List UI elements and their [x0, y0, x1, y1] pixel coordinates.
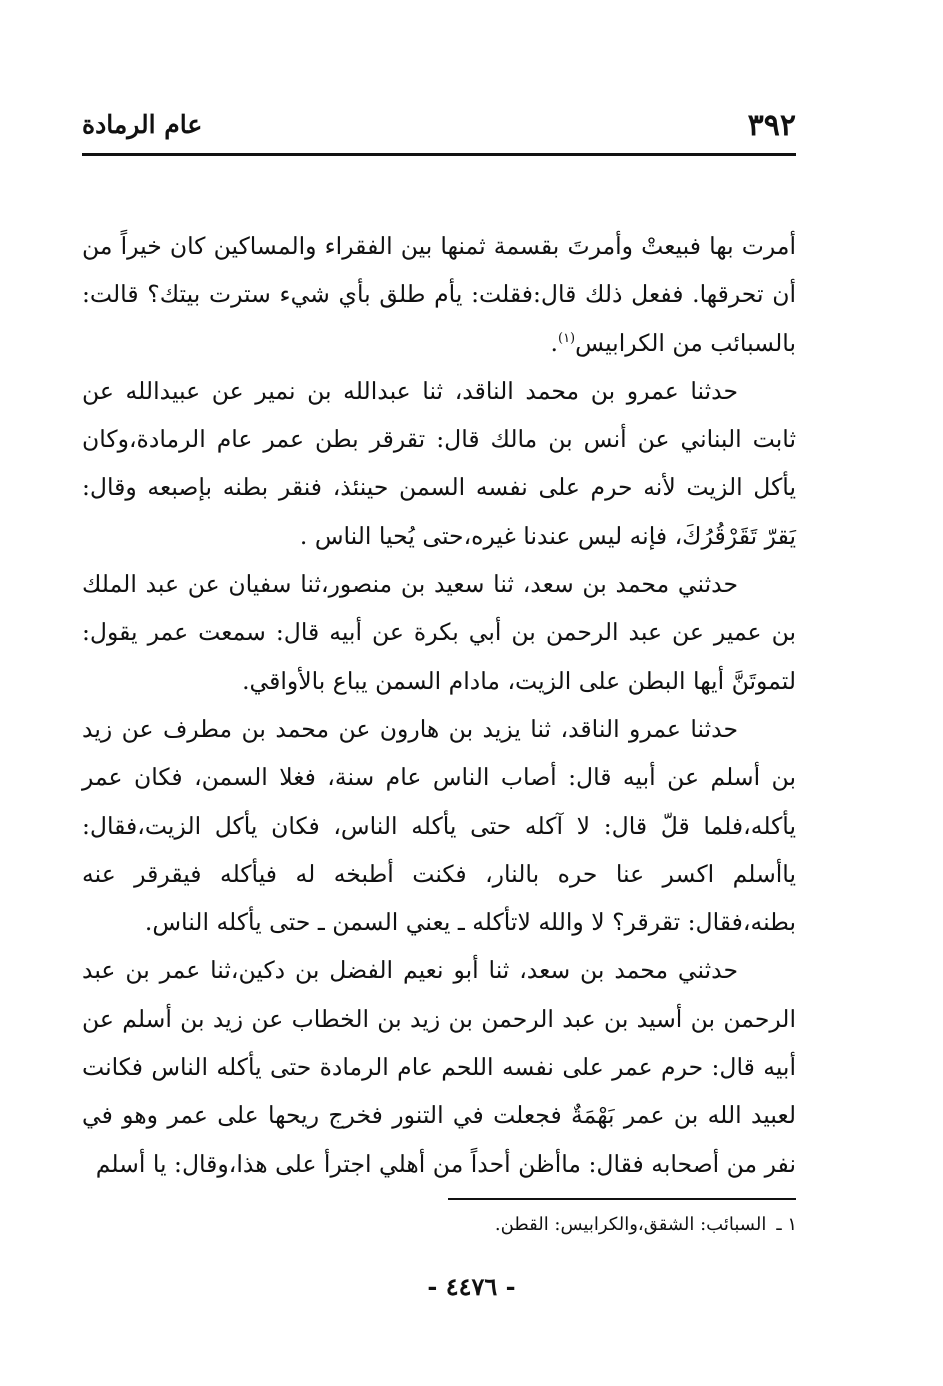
header-rule	[82, 153, 796, 156]
paragraph	[82, 222, 796, 367]
paragraph: حدثني محمد بن سعد، ثنا أبو نعيم الفضل بن دكين،ثنا عمر بن عبد الرحمن بن أسيد بن عبد الرحمن بن زيد بن الخطاب عن زيد بن أسلم عن أبيه قال: حرم عمر على نفسه اللحم عام الرمادة حتى يأكله الناس فكانت لعبيد الله بن عمر بَهْمَةٌ فجعلت في التنور فخرج ريحها على عمر وهو في نفر من أصحابه فقال: ماأظن أحداً من أهلي اجترأ على هذا،وقال: يا أسلم	[82, 956, 796, 1178]
paragraph: حدثنا عمرو الناقد، ثنا يزيد بن هارون عن محمد بن مطرف عن زيد بن أسلم عن أبيه قال: أصاب الناس عام سنة، فغلا السمن، فكان عمر يأكله،فلما قلّ قال: لا آكله حتى يأكله الناس، فكان يأكل الزيت،فقال: ياأسلم اكسر عنا حره بالنار، فكنت أطبخه له فيأكله فيقرقر عنه بطنه،فقال: تقرقر؟ لا والله لاتأكله ـ يعني السمن ـ حتى يأكله الناس.	[82, 714, 796, 937]
paragraph: حدثني محمد بن سعد، ثنا سعيد بن منصور،ثنا سفيان عن عبد الملك بن عمير عن عبد الرحمن بن أبي بكرة عن أبيه قال: سمعت عمر يقول: لتموتَنَّ أيها البطن على الزيت، مادام السمن يباع بالأواقي.	[82, 570, 796, 695]
footnote-rule	[448, 1198, 796, 1200]
page-header	[82, 108, 796, 150]
footnote-text: السبائب: الشقق،والكرابيس: القطن.	[494, 1214, 767, 1235]
paragraph-text: أمرت بها فبيعتْ وأمرتَ بقسمة ثمنها بين الفقراء والمساكين كان خيراً من أن تحرقها. ففعل ذلك قال:فقلت: يأم طلق بأي شيء سترت بيتك؟ قالت: بالسبائب من الكرابيس	[82, 232, 796, 357]
page-number: ٣٩٢	[747, 108, 796, 143]
footnote	[495, 1212, 797, 1238]
footer-page-number: - ٤٤٧٦ -	[427, 1272, 516, 1301]
paragraph: حدثنا عمرو بن محمد الناقد، ثنا عبدالله بن نمير عن عبيدالله عن ثابت البناني عن أنس بن مالك قال: تقرقر بطن عمر عام الرمادة،وكان يأكل الزيت لأنه حرم على نفسه السمن حينئذ، فنقر بطنه بإصبعه وقال: يَقرّ تَقَرْقُرُكَ، فإنه ليس عندنا غيره،حتى يُحيا الناس .	[82, 376, 796, 550]
body-text	[82, 222, 796, 1188]
footnote-reference[interactable]: (١)	[557, 330, 576, 346]
paragraph-text-end: .	[550, 328, 558, 357]
footnote-number: ١ ـ	[776, 1214, 797, 1235]
running-title: عام الرمادة	[82, 110, 203, 139]
